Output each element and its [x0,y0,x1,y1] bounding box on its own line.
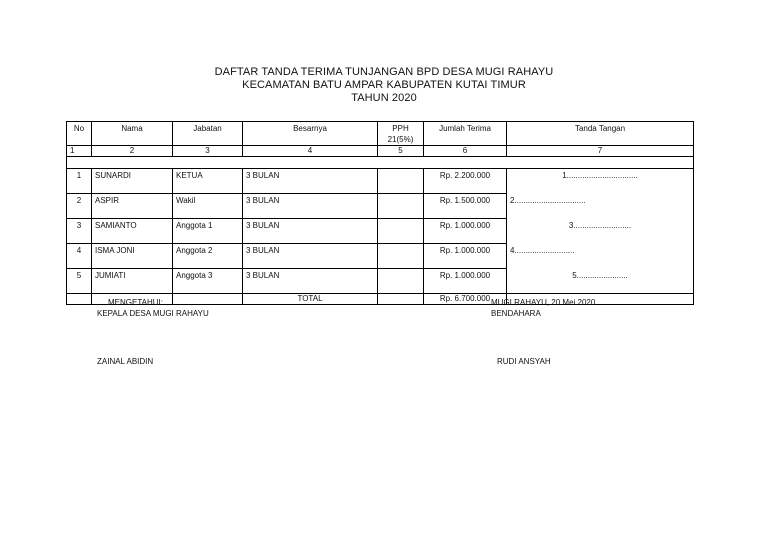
cell-jabatan: Wakil [173,194,243,219]
table-header-row [67,122,694,146]
column-number: 4 [243,146,378,157]
cell-no: 5 [67,269,92,294]
signature-line: 5....................... [572,270,628,280]
receipt-table [66,121,694,305]
village-head-name: ZAINAL ABIDIN [97,357,154,366]
cell-pph [378,244,424,269]
cell-nama: SUNARDI [92,169,173,194]
cell-besarnya: 3 BULAN [243,244,378,269]
total-value: Rp. 6.700.000 [424,294,507,305]
cell-pph [378,269,424,294]
cell-jabatan: Anggota 1 [173,219,243,244]
header-nama: Nama [92,122,173,146]
cell-signature [507,194,694,219]
cell-besarnya: 3 BULAN [243,194,378,219]
table-row [67,194,694,219]
header-pph-label: PPH 21(5%) [387,124,414,144]
cell-besarnya: 3 BULAN [243,169,378,194]
cell-jumlah: Rp. 2.200.000 [424,169,507,194]
cell-besarnya: 3 BULAN [243,269,378,294]
table-row [67,169,694,194]
header-ttd: Tanda Tangan [507,122,694,146]
document-title-block [0,66,768,105]
signature-line: 1................................ [562,171,638,180]
acknowledged-label: MENGETAHUI: [108,298,163,307]
cell-nama: SAMIANTO [92,219,173,244]
place-date: MUGI RAHAYU, 20 Mei 2020 [491,298,596,307]
cell-signature [507,269,694,294]
cell-pph [378,169,424,194]
column-number: 3 [173,146,243,157]
column-number: 7 [507,146,694,157]
total-cell [378,294,424,305]
cell-no: 2 [67,194,92,219]
table-row [67,219,694,244]
treasurer-title: BENDAHARA [491,309,541,318]
cell-nama: ISMA JONI [92,244,173,269]
cell-besarnya: 3 BULAN [243,219,378,244]
treasurer-name: RUDI ANSYAH [497,357,551,366]
cell-jabatan: KETUA [173,169,243,194]
cell-nama: ASPIR [92,194,173,219]
signature-line: 2................................ [510,195,586,205]
header-jumlah: Jumlah Terima [424,122,507,146]
spacer-row [67,157,694,169]
cell-no: 4 [67,244,92,269]
cell-signature [507,244,694,269]
header-besarnya: Besarnya [243,122,378,146]
cell-jabatan: Anggota 2 [173,244,243,269]
table-row [67,244,694,269]
table-row [67,269,694,294]
cell-nama: JUMIATI [92,269,173,294]
spacer-cell [67,157,694,169]
total-cell [67,294,92,305]
column-number: 2 [92,146,173,157]
cell-no: 3 [67,219,92,244]
cell-jumlah: Rp. 1.000.000 [424,244,507,269]
total-label: TOTAL [243,294,378,305]
document-subtitle: KECAMATAN BATU AMPAR KABUPATEN KUTAI TIMUR [242,79,526,91]
cell-signature [507,169,694,194]
cell-jumlah: Rp. 1.500.000 [424,194,507,219]
cell-jabatan: Anggota 3 [173,269,243,294]
total-cell [173,294,243,305]
column-number: 6 [424,146,507,157]
column-number-row [67,146,694,157]
signature-line: 4........................... [510,245,575,255]
header-jabatan: Jabatan [173,122,243,146]
column-number: 5 [378,146,424,157]
header-no: No [67,122,92,146]
cell-signature [507,219,694,244]
signature-line: 3.......................... [568,220,632,230]
cell-jumlah: Rp. 1.000.000 [424,269,507,294]
column-number: 1 [67,146,92,157]
cell-pph [378,219,424,244]
cell-jumlah: Rp. 1.000.000 [424,219,507,244]
cell-no: 1 [67,169,92,194]
cell-pph [378,194,424,219]
village-head-title: KEPALA DESA MUGI RAHAYU [97,309,209,318]
header-pph [378,122,424,146]
document-title: DAFTAR TANDA TERIMA TUNJANGAN BPD DESA MUGI RAHAYU [214,66,554,78]
document-year: TAHUN 2020 [351,92,417,104]
